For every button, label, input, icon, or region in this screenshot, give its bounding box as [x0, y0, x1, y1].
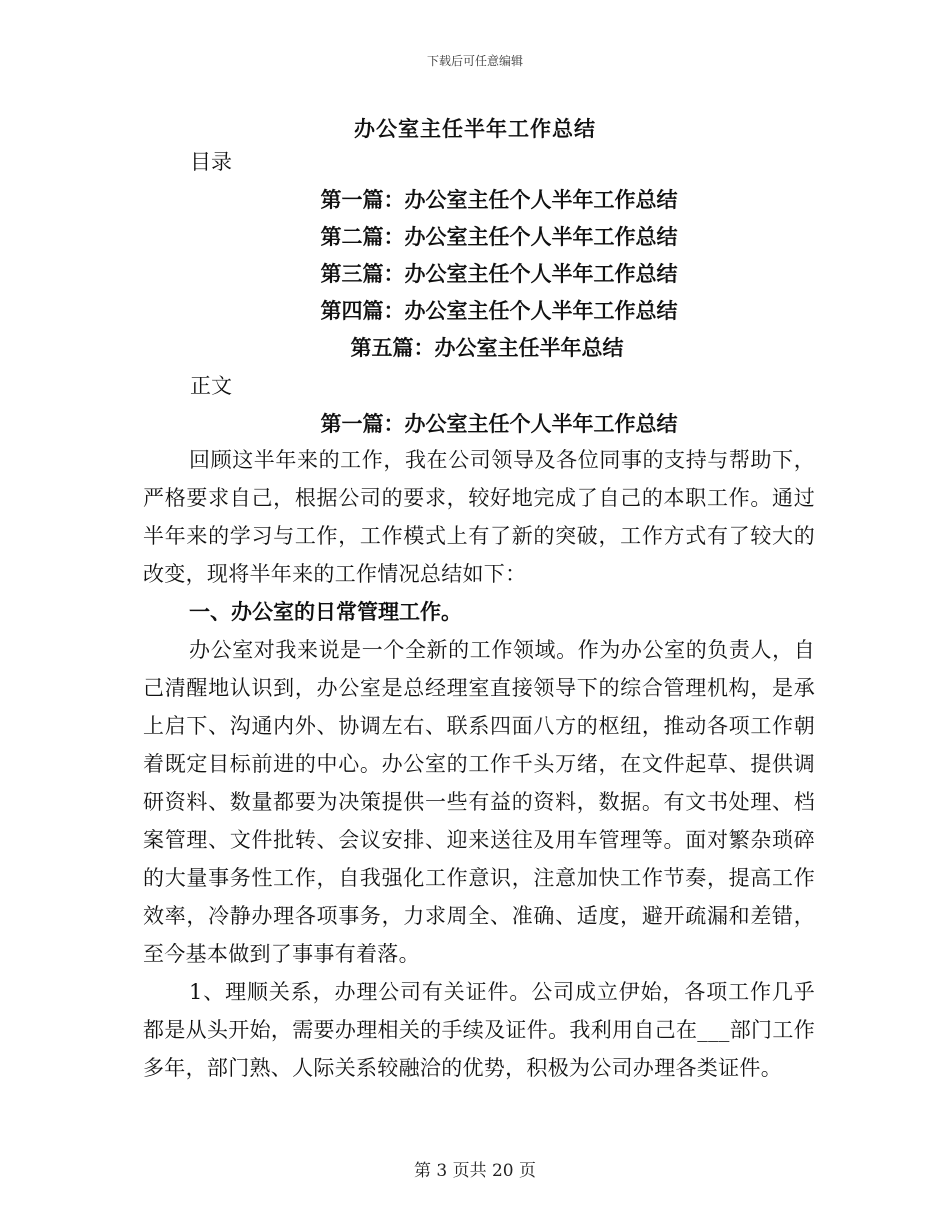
document-title: 办公室主任半年工作总结	[354, 116, 596, 141]
toc-item: 第三篇：办公室主任个人半年工作总结	[320, 261, 678, 286]
section-heading: 一、办公室的日常管理工作。	[189, 599, 462, 624]
paragraph-office-management: 办公室对我来说是一个全新的工作领域。作为办公室的负责人，自己清醒地认识到，办公室是总经理室直接领导下的综合管理机构，是承上启下、沟通内外、协调左右、联系四面八方的枢纽，推动各项工作朝着既定目标前进的中心。办公室的工作千头万绪，在文件起草、提供调研资料、数量都要为决策提供一些有益的资料，数据。有文书处理、档案管理、文件批转、会议安排、迎来送往及用车管理等。面对繁杂琐碎的大量事务性工作，自我强化工作意识，注意加快工作节奏，提高工作效率，冷静办理各项事务，力求周全、准确、适度，避开疏漏和差错，至今基本做到了事事有着落。	[143, 638, 815, 966]
page-footer: 第 3 页共 20 页	[413, 1161, 537, 1181]
toc-label: 目录	[190, 150, 232, 174]
toc-item: 第五篇：办公室主任半年总结	[350, 335, 624, 360]
toc-item: 第四篇：办公室主任个人半年工作总结	[320, 298, 678, 323]
toc-item: 第一篇：办公室主任个人半年工作总结	[320, 187, 678, 212]
paragraph-intro: 回顾这半年来的工作，我在公司领导及各位同事的支持与帮助下，严格要求自己，根据公司的要求，较好地完成了自己的本职工作。通过半年来的学习与工作，工作模式上有了新的突破，工作方式有了较大的改变，现将半年来的工作情况总结如下：	[143, 448, 815, 586]
header-note: 下载后可任意编辑	[426, 54, 523, 68]
paragraph-certificates: 1、理顺关系，办理公司有关证件。公司成立伊始，各项工作几乎都是从头开始，需要办理相关的手续及证件。我利用自己在___部门工作多年，部门熟、人际关系较融洽的优势，积极为公司办理各类证件。	[143, 980, 815, 1080]
article-title: 第一篇：办公室主任个人半年工作总结	[320, 411, 678, 436]
toc-item: 第二篇：办公室主任个人半年工作总结	[320, 224, 678, 249]
body-label: 正文	[190, 374, 232, 398]
